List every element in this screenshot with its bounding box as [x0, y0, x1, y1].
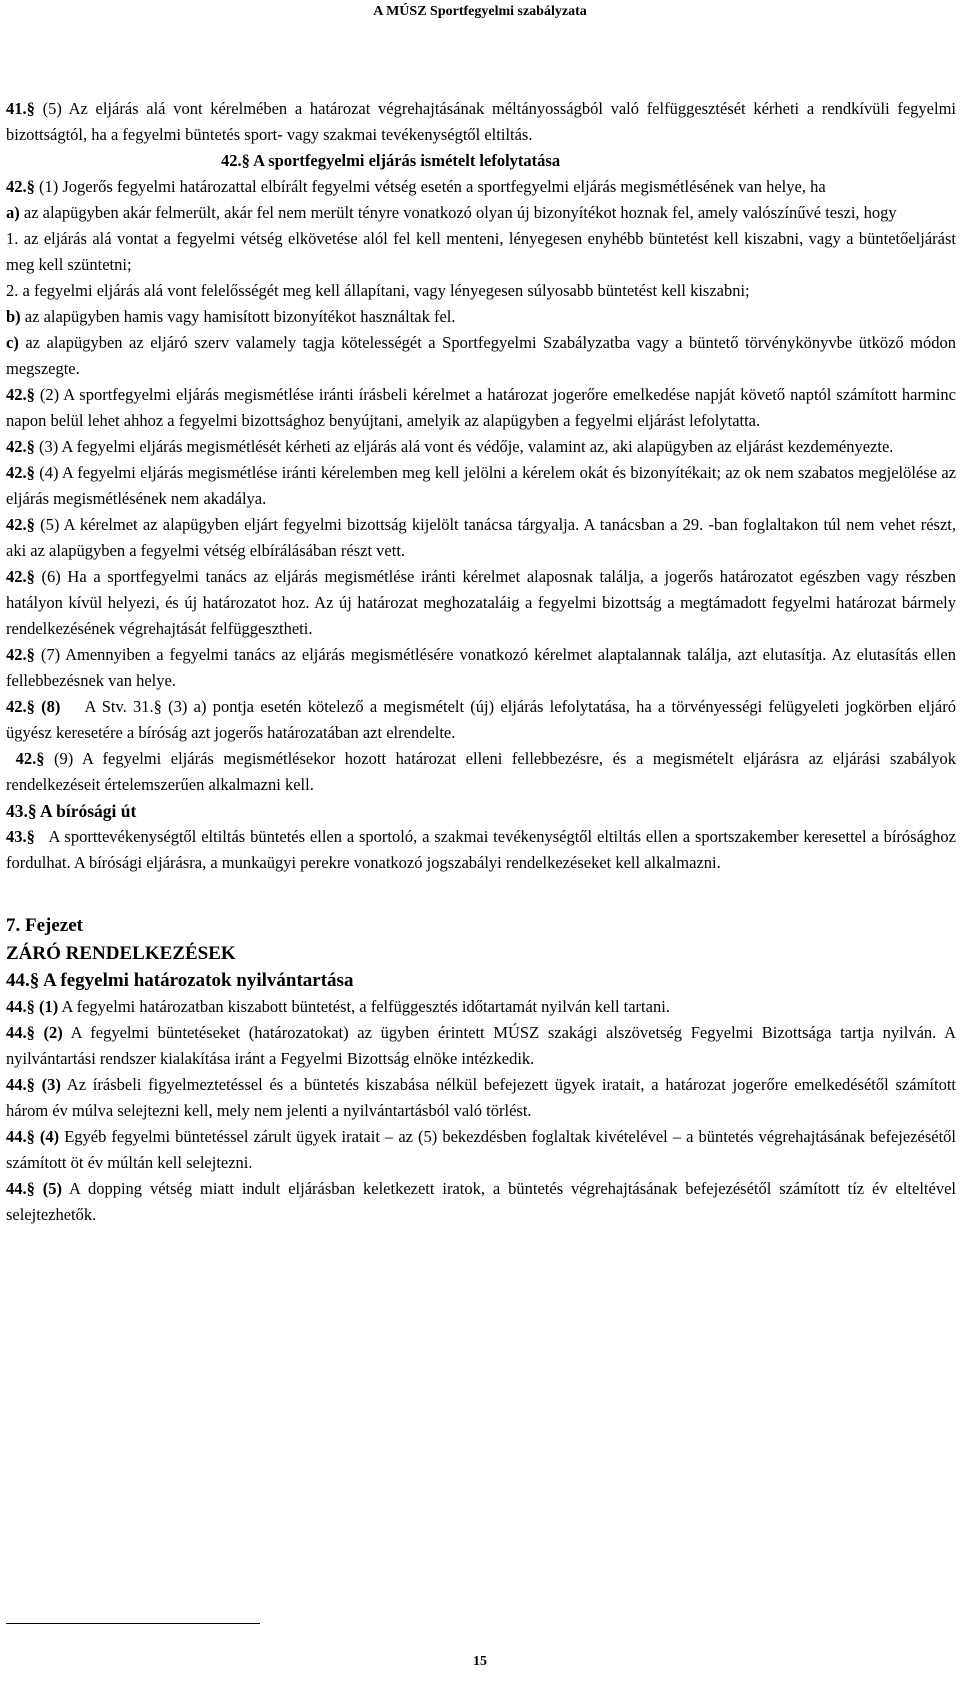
paragraph-42-8 — [6, 694, 956, 746]
section-sign: § — [26, 385, 35, 404]
section-title: A bírósági út — [40, 801, 137, 821]
point-text: 1. az eljárás alá vontat a fegyelmi vétség elkövetése alól fel kell menteni, lényegesen enyhébb büntetést kell kiszabni, vagy a büntetőeljárást meg kell szüntetni; — [6, 229, 956, 274]
paragraph-label: (3) — [34, 1075, 61, 1094]
point-42-1-2 — [6, 278, 956, 304]
point-label: c) — [6, 333, 19, 352]
paragraph-label: (4) — [34, 1127, 60, 1146]
paragraph-number: 41. — [6, 99, 27, 118]
section-sign: § — [26, 645, 35, 664]
paragraph-number: 42. — [6, 437, 27, 456]
section-sign: § — [241, 151, 250, 170]
paragraph-number: 44. — [6, 1179, 27, 1198]
document-body — [6, 96, 960, 1228]
page-number: 15 — [473, 1654, 487, 1669]
paragraph-42-6 — [6, 564, 956, 642]
paragraph-number: 44. — [6, 997, 27, 1016]
point-text: az alapügyben az eljáró szerv valamely tagja kötelességét a Sportfegyelmi Szabályzatba vagy a büntető törvénykönyvbe ütköző módon megszegte. — [6, 333, 956, 378]
paragraph-text: (2) A sportfegyelmi eljárás megismétlése iránti írásbeli kérelmet a határozat jogerőre emelkedése napját követő naptól számított harminc napon belül lehet ahhoz a fegyelmi bizottsághoz benyújtani, amelyik az alapügyben a fegyelmi eljárást lefolytatta. — [6, 385, 956, 430]
chapter-number: 7. Fejezet — [6, 915, 83, 936]
paragraph-label: (5) — [34, 1179, 63, 1198]
paragraph-text: (4) A fegyelmi eljárás megismétlése iránti kérelemben meg kell jelölni a kérelem okát és bizonyítékait; az ok nem szabatos megjelölése az eljárás megismétlésének nem akadálya. — [6, 463, 956, 508]
section-sign: § — [26, 1127, 35, 1146]
paragraph-text: Az írásbeli figyelmeztetéssel és a büntetés kiszabása nélkül befejezett ügyek iratait, a határozat jogerőre emelkedésétől számított három év múlva selejtezni kell, mely nem jelenti a nyilvántartásból való törlést. — [6, 1075, 956, 1120]
section-sign: § — [26, 827, 35, 846]
paragraph-42-9 — [6, 746, 956, 798]
point-42-1-1 — [6, 226, 956, 278]
paragraph-42-2 — [6, 382, 956, 434]
point-text: az alapügyben hamis vagy hamisított bizonyítékot használtak fel. — [20, 307, 456, 326]
section-sign: § — [26, 177, 35, 196]
section-number: 42. — [221, 151, 242, 170]
paragraph-number: 42. — [6, 463, 27, 482]
section-43-heading — [6, 798, 956, 824]
paragraph-number: 42. — [6, 385, 27, 404]
document-header: A MÚSZ Sportfegyelmi szabályzata — [373, 4, 587, 19]
paragraph-number: 44. — [6, 1075, 27, 1094]
paragraph-text: A Stv. 31. — [60, 697, 154, 716]
paragraph-text: (9) A fegyelmi eljárás megismétlésekor hozott határozat elleni fellebbezésre, és a megismételt eljárásra az eljárási szabályok rendelkezéseit értelemszerűen alkalmazni kell. — [6, 749, 956, 794]
paragraph-text: A dopping vétség miatt indult eljárásban keletkezett iratok, a büntetés végrehajtásának befejezésétől számított tíz év elteltével selejtezhetők. — [6, 1179, 956, 1224]
paragraph-41-5 — [6, 96, 956, 148]
section-sign: § — [26, 997, 35, 1016]
paragraph-44-3 — [6, 1072, 956, 1124]
chapter-title: ZÁRÓ RENDELKEZÉSEK — [6, 943, 236, 964]
paragraph-text: A fegyelmi határozatban kiszabott büntetést, a felfüggesztés időtartamát nyilván kell tartani. — [58, 997, 670, 1016]
paragraph-label: (1) — [34, 997, 59, 1016]
point-42-c — [6, 330, 956, 382]
paragraph-number: 44. — [6, 1127, 27, 1146]
section-sign: § — [26, 567, 35, 586]
section-sign: § — [26, 697, 35, 716]
section-sign: § — [27, 801, 37, 821]
paragraph-text: A sporttevékenységtől eltiltás büntetés ellen a sportoló, a szakmai tevékenységtől eltiltás ellen a sportszakember keresettel a bírósághoz fordulhat. A bírósági eljárásra, a munkaügyi perekre vonatkozó jogszabályi rendelkezéseket kell alkalmazni. — [6, 827, 960, 872]
paragraph-number: 42. — [6, 177, 27, 196]
section-sign: § — [29, 970, 40, 991]
section-sign: § — [153, 697, 162, 716]
paragraph-text-continued: (3) a) pontja esetén kötelező a megismételt (új) eljárás lefolytatása, ha a törvényességi felügyeleti jogkörben eljáró ügyész keresetére a bíróság azt jogerős határozatában azt elrendelte. — [6, 697, 956, 742]
paragraph-42-4 — [6, 460, 956, 512]
paragraph-44-1 — [6, 994, 956, 1020]
section-number: 43. — [6, 801, 28, 821]
section-sign: § — [36, 749, 45, 768]
paragraph-number: 44. — [6, 1023, 27, 1042]
paragraph-number: 42. — [6, 645, 27, 664]
paragraph-text: (1) Jogerős fegyelmi határozattal elbírált fegyelmi vétség esetén a sportfegyelmi eljárás megismétlésének van helye, ha — [39, 177, 826, 196]
paragraph-text: Egyéb fegyelmi büntetéssel zárult ügyek iratait – az (5) bekezdésben foglaltak kivételével – a büntetés végrehajtásának befejezésétől számított öt év múltán kell selejtezni. — [6, 1127, 956, 1172]
section-sign: § — [26, 463, 35, 482]
paragraph-number: 42. — [6, 697, 27, 716]
paragraph-text: (3) A fegyelmi eljárás megismétlését kérheti az eljárás alá vont és védője, valamint az, aki alapügyben az eljárást kezdeményezte. — [34, 437, 894, 456]
point-42-a — [6, 200, 956, 226]
section-sign: § — [26, 99, 35, 118]
section-title: A fegyelmi határozatok nyilvántartása — [42, 970, 354, 991]
paragraph-text: (5) Az eljárás alá vont kérelmében a határozat végrehajtásának méltányosságból való felfüggesztését kérheti a rendkívüli fegyelmi bizottságtól, ha a fegyelmi büntetés sport- vagy szakmai tevékenységtől eltiltás. — [6, 99, 957, 144]
section-44-heading — [6, 968, 956, 994]
paragraph-label: (8) — [34, 697, 61, 716]
paragraph-42-7 — [6, 642, 956, 694]
paragraph-44-2 — [6, 1020, 956, 1072]
paragraph-42-5 — [6, 512, 956, 564]
point-label: b) — [6, 307, 21, 326]
paragraph-label: (2) — [34, 1023, 63, 1042]
paragraph-number: 42. — [6, 515, 27, 534]
paragraph-text: (7) Amennyiben a fegyelmi tanács az eljárás megismétlésére vonatkozó kérelmet alaptalannak találja, azt elutasítja. Az elutasítás ellen fellebbezésnek van helye. — [6, 645, 956, 690]
paragraph-number: 42. — [15, 749, 37, 768]
paragraph-text: (5) A kérelmet az alapügyben eljárt fegyelmi bizottság kijelölt tanácsa tárgyalja. A tanácsban a 29. -ban foglaltakon túl nem vehet részt, aki az alapügyben a fegyelmi vétség elbírálásában részt vett. — [6, 515, 956, 560]
section-sign: § — [26, 1179, 35, 1198]
paragraph-44-4 — [6, 1124, 956, 1176]
paragraph-44-5 — [6, 1176, 956, 1228]
section-number: 44. — [6, 970, 30, 991]
section-sign: § — [26, 437, 35, 456]
paragraph-43 — [6, 824, 960, 876]
point-42-b — [6, 304, 956, 330]
section-sign: § — [26, 1023, 35, 1042]
section-sign: § — [26, 1075, 35, 1094]
paragraph-text: (6) Ha a sportfegyelmi tanács az eljárás megismétlése iránti kérelmet alaposnak találja, a jogerős határozatot egészben vagy részben hatályon kívül helyezi, és új határozatot hoz. Az új határozat meghozataláig a fegyelmi bizottság a megtámadott fegyelmi határozat bármely rendelkezésének végrehajtását felfüggesztheti. — [6, 567, 956, 638]
paragraph-42-1 — [6, 174, 956, 200]
paragraph-42-3 — [6, 434, 956, 460]
paragraph-number: 43. — [6, 827, 27, 846]
point-text: 2. a fegyelmi eljárás alá vont felelősségét meg kell állapítani, vagy lényegesen súlyosabb büntetést kell kiszabni; — [6, 281, 750, 300]
footer-divider — [6, 1623, 260, 1624]
section-42-heading — [6, 148, 956, 174]
paragraph-number: 42. — [6, 567, 27, 586]
section-sign: § — [26, 515, 35, 534]
section-title: A sportfegyelmi eljárás ismételt lefolytatása — [253, 151, 561, 170]
paragraph-text: A fegyelmi büntetéseket (határozatokat) az ügyben érintett MÚSZ szakági alszövetség Fegyelmi Bizottsága tartja nyilván. A nyilvántartási rendszer kialakítása iránt a Fegyelmi Bizottság elnöke intézkedik. — [6, 1023, 956, 1068]
point-text: az alapügyben akár felmerült, akár fel nem merült tényre vonatkozó olyan új bizonyítékot hoznak fel, amely valószínűvé teszi, hogy — [19, 203, 897, 222]
point-label: a) — [6, 203, 20, 222]
